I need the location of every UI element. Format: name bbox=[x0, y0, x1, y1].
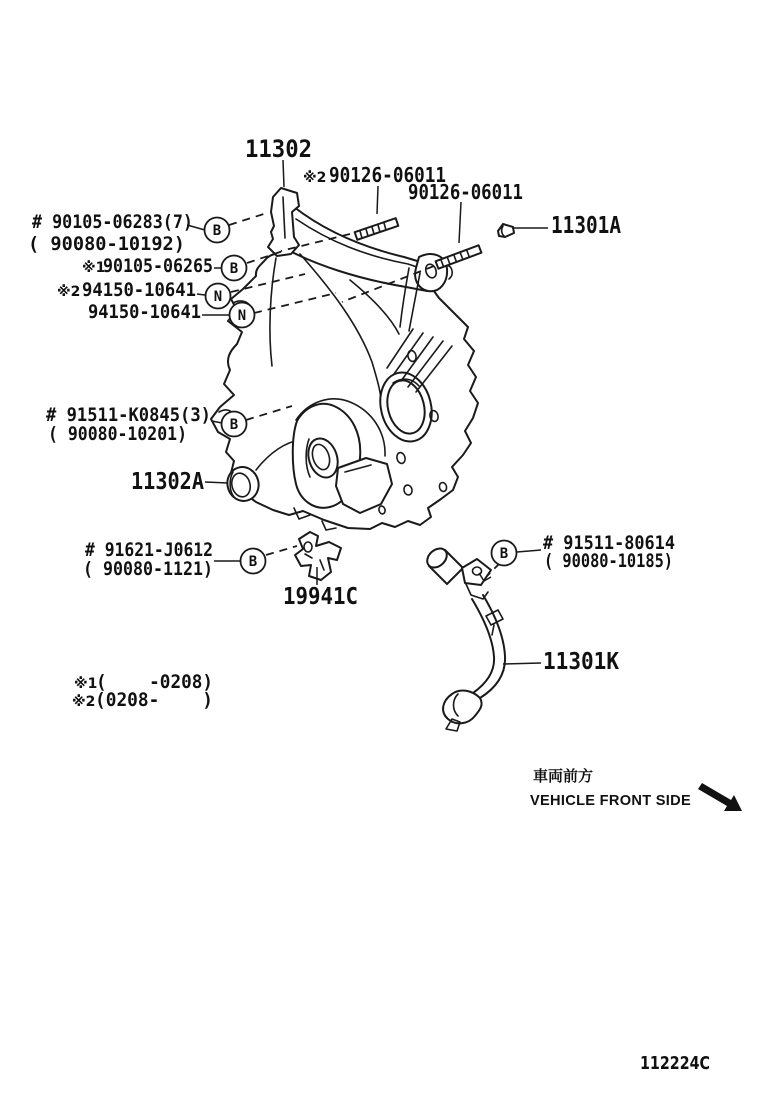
footnote-1-body: ( -0208) bbox=[96, 671, 213, 693]
crank-position-sensor bbox=[423, 545, 505, 731]
label-nut-b: 94150-10641 bbox=[88, 301, 201, 323]
label-bolt-a-line1: # 90105-06283(7) bbox=[32, 211, 193, 233]
bolt-symbol-letter: B bbox=[499, 546, 509, 562]
label-nut-a: 94150-10641 bbox=[82, 279, 196, 301]
bolt-symbol-letter: B bbox=[248, 554, 258, 570]
vehicle-front-side-en: VEHICLE FRONT SIDE bbox=[530, 792, 691, 809]
vehicle-front-side-jp: 車両前方 bbox=[533, 767, 594, 785]
nut-symbol-letter: N bbox=[213, 289, 223, 305]
label-bolt-b: 90105-06265 bbox=[103, 255, 213, 277]
bolt-symbol-letter: B bbox=[229, 261, 239, 277]
label-bolt-c-line2: ( 90080-10201) bbox=[48, 423, 187, 445]
dowel-pin-11301a bbox=[498, 224, 514, 237]
label-bolt-c-line1: # 91511-K0845(3) bbox=[46, 404, 211, 426]
footnotes bbox=[72, 671, 213, 711]
footnote-2-prefix: ※2 bbox=[72, 694, 96, 710]
label-stud-top-prefix: ※2 bbox=[303, 170, 327, 186]
label-11301a: 11301A bbox=[551, 213, 622, 239]
bolt-symbol-letter: B bbox=[229, 417, 239, 433]
footnote-1-prefix: ※1 bbox=[74, 676, 98, 692]
wire-connector bbox=[443, 691, 482, 724]
nut-symbol-letter: N bbox=[237, 308, 247, 324]
sensor-mount-ear bbox=[462, 559, 491, 585]
vehicle-front-side bbox=[530, 767, 742, 811]
figure-code: 112224C bbox=[640, 1054, 710, 1074]
label-bolt-d-line1: # 91621-J0612 bbox=[85, 539, 213, 561]
label-bolt-e-line1: # 91511-80614 bbox=[543, 532, 675, 554]
stud-bolt-right bbox=[436, 245, 482, 268]
label-nut-a-prefix: ※2 bbox=[57, 284, 81, 300]
stud-bolt-upper bbox=[355, 218, 399, 240]
label-11301k: 11301K bbox=[543, 649, 620, 675]
label-stud-right: 90126-06011 bbox=[408, 180, 523, 204]
label-bolt-b-prefix: ※1 bbox=[82, 260, 106, 276]
label-bolt-d-line2: ( 90080-1121) bbox=[83, 558, 213, 580]
front-direction-arrow-icon bbox=[698, 783, 742, 811]
label-bolt-e-line2: ( 90080-10185) bbox=[544, 550, 673, 572]
sensor-bracket-19941c bbox=[295, 532, 341, 580]
label-19941c: 19941C bbox=[283, 584, 358, 610]
label-bolt-a-line2: ( 90080-10192) bbox=[28, 233, 185, 255]
label-11302: 11302 bbox=[245, 135, 312, 163]
diagram-art bbox=[211, 188, 514, 731]
footnote-2-body: (0208- ) bbox=[95, 689, 213, 711]
label-stud-top: 90126-06011 bbox=[329, 163, 446, 187]
bolt-symbol-letter: B bbox=[212, 223, 222, 239]
label-11302a: 11302A bbox=[131, 469, 205, 495]
